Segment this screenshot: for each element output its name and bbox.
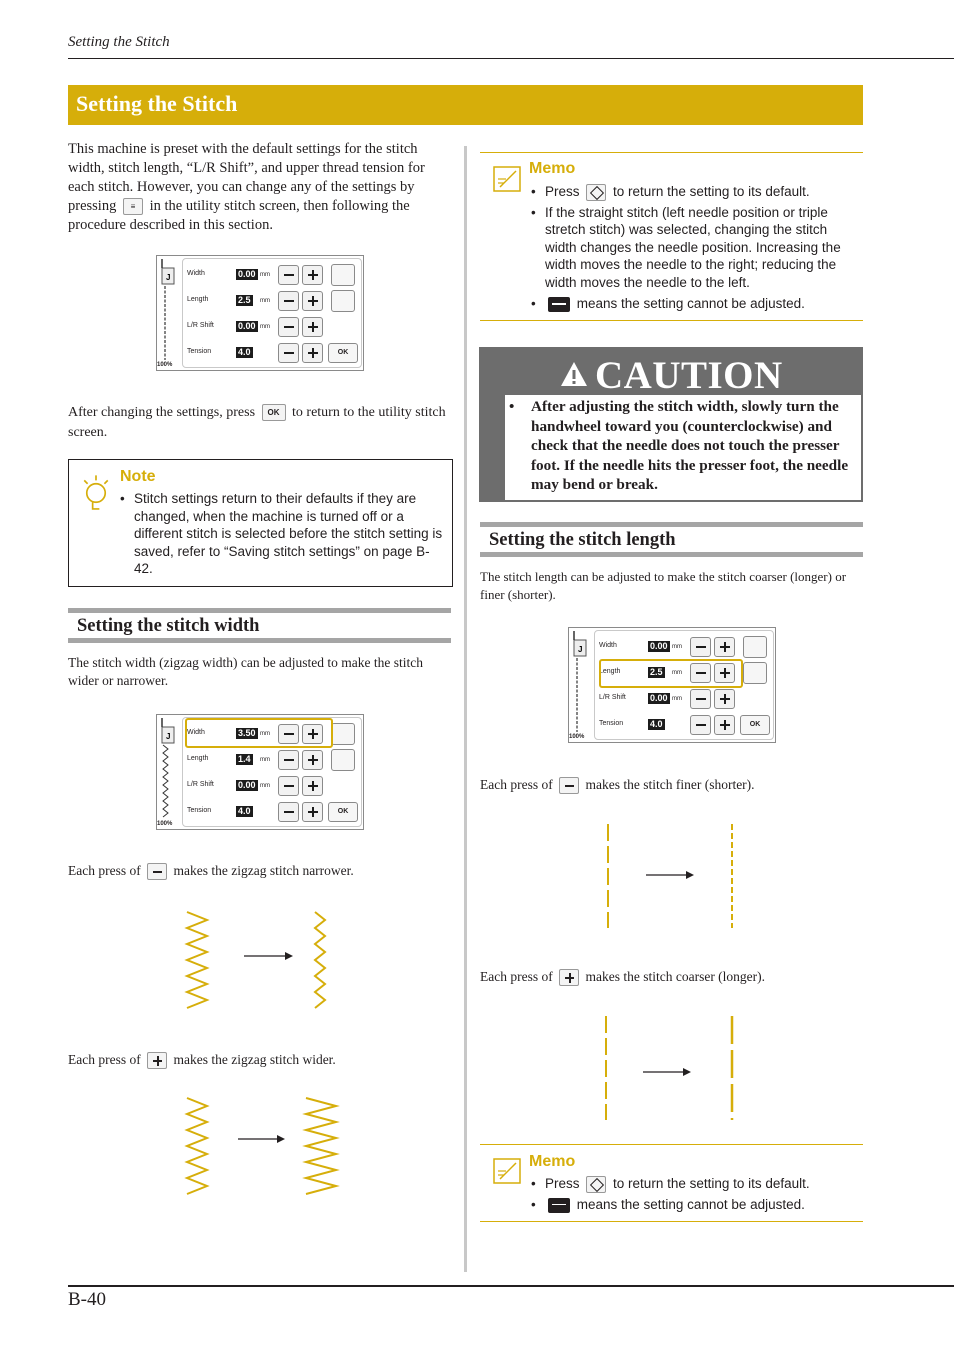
svg-text:J: J xyxy=(578,645,583,654)
tension-plus-button[interactable] xyxy=(714,715,735,735)
intro-text-1: This machine is preset with the default settings for the stitch width, stitch length, “L/R Shift”, and upper thread tension for each stitch. However, you can change any of the settings by pressing xyxy=(68,141,425,214)
page-number: B-40 xyxy=(68,1289,106,1310)
lcd-settings-width xyxy=(156,714,364,830)
mm-unit: mm xyxy=(260,783,270,789)
lr-plus-button[interactable] xyxy=(302,776,323,796)
caution-item: • After adjusting the stitch width, slowly turn the handwheel toward you (counterclockwise) and check that the needle does not touch the presser foot. If the needle hits the presser foot, the needle may bend or break. xyxy=(509,397,861,495)
memo-pencil-icon xyxy=(492,165,524,193)
reset-icon[interactable] xyxy=(331,290,355,312)
presser-foot-icon xyxy=(157,256,177,370)
title-bar xyxy=(68,85,863,125)
length-description: The stitch length can be adjusted to make the stitch coarser (longer) or finer (shorter). xyxy=(480,569,847,602)
width-description: The stitch width (zigzag width) can be adjusted to make the stitch wider or narrower. xyxy=(68,655,424,688)
caption-text: Each press of xyxy=(68,1052,141,1067)
memo-list xyxy=(531,1175,861,1213)
reset-inline-icon xyxy=(586,184,606,201)
memo-text: means the setting cannot be adjusted. xyxy=(576,296,805,312)
stitch-coarser-illustration xyxy=(590,1014,750,1124)
mm-unit: mm xyxy=(260,757,270,763)
mirror-icon[interactable] xyxy=(331,723,355,745)
memo-item xyxy=(531,1175,861,1193)
memo-text: means the setting cannot be adjusted. xyxy=(576,1196,805,1212)
column-divider xyxy=(464,146,467,1272)
width-row-highlight xyxy=(185,718,333,748)
blocked-setting-icon xyxy=(548,1198,570,1213)
note-item: • Stitch settings return to their defaults if they are changed, when the machine is turned off or a different stitch is selected before the stitch setting is saved, refer to “Saving stitch settings” on page B-42. xyxy=(120,490,445,578)
mm-unit: mm xyxy=(260,272,270,278)
tension-value: 4.0 xyxy=(238,806,251,816)
lr-shift-label: L/R Shift xyxy=(187,322,214,329)
plus-inline-icon xyxy=(147,1052,167,1069)
lr-shift-value: 0.00 xyxy=(238,321,256,331)
length-minus-button[interactable] xyxy=(278,750,299,770)
ok-inline-icon: OK xyxy=(262,404,286,421)
lr-shift-label: L/R Shift xyxy=(187,781,214,788)
length-section-heading xyxy=(480,522,863,568)
ok-button[interactable]: OK xyxy=(328,802,358,822)
mirror-icon[interactable] xyxy=(743,636,767,658)
after-text-1: After changing the settings, press xyxy=(68,405,256,420)
memo-heading: Memo xyxy=(529,160,576,177)
length-value: 2.5 xyxy=(650,667,663,677)
top-rule xyxy=(68,58,954,59)
lcd-row-lr-shift xyxy=(183,317,361,337)
caption-text: makes the zigzag stitch narrower. xyxy=(173,863,354,878)
lr-plus-button[interactable] xyxy=(714,689,735,709)
note-box xyxy=(68,459,453,587)
presser-foot-icon xyxy=(157,715,177,829)
note-list xyxy=(120,490,445,578)
length-value: 2.5 xyxy=(238,295,251,305)
percent-label: 100% xyxy=(569,734,585,740)
intro-paragraph xyxy=(68,140,450,235)
lcd-row-lr-shift xyxy=(183,776,361,796)
tension-value: 4.0 xyxy=(238,347,251,357)
memo-list xyxy=(531,183,861,313)
zigzag-narrower-illustration xyxy=(175,908,355,1018)
memo-text: Press xyxy=(545,184,580,199)
lr-plus-button[interactable] xyxy=(302,317,323,337)
length-label: Length xyxy=(187,755,209,762)
svg-text:J: J xyxy=(166,273,171,282)
percent-label: 100% xyxy=(157,362,173,368)
tension-plus-button[interactable] xyxy=(302,343,323,363)
width-value: 0.00 xyxy=(650,641,668,651)
reset-icon[interactable] xyxy=(331,749,355,771)
ok-button[interactable]: OK xyxy=(328,343,358,363)
width-section-heading xyxy=(68,608,451,654)
memo-pencil-icon xyxy=(492,1157,524,1185)
lr-shift-value: 0.00 xyxy=(238,780,256,790)
length-plus-caption xyxy=(480,968,862,986)
memo-text: to return the setting to its default. xyxy=(613,1176,810,1191)
memo-heading: Memo xyxy=(529,1153,576,1170)
tension-label: Tension xyxy=(187,348,212,355)
length-plus-button[interactable] xyxy=(302,750,323,770)
length-minus-caption xyxy=(480,776,862,794)
tension-minus-button[interactable] xyxy=(278,802,299,822)
mm-unit: mm xyxy=(672,670,682,676)
lr-shift-label: L/R Shift xyxy=(599,694,626,701)
lcd-inner-panel xyxy=(182,258,362,368)
length-heading-text: Setting the stitch length xyxy=(489,530,676,550)
memo-item: • If the straight stitch (left needle position or triple stretch stitch) was selected, changing the stitch width changes the needle position. Increasing the width moves the needle to the right; reducing the width moves the needle to the left. xyxy=(531,204,861,292)
caption-text: Each press of xyxy=(480,777,553,792)
memo-item xyxy=(531,1196,861,1214)
length-plus-button[interactable] xyxy=(302,291,323,311)
caption-text: makes the stitch finer (shorter). xyxy=(585,777,755,792)
width-label: Width xyxy=(187,729,205,736)
memo-text: Press xyxy=(545,1176,580,1191)
caution-box xyxy=(479,347,863,502)
caution-header xyxy=(505,349,861,395)
running-head: Setting the Stitch xyxy=(68,34,170,50)
reset-inline-icon xyxy=(586,1176,606,1193)
mirror-icon[interactable] xyxy=(331,264,355,286)
caption-text: makes the zigzag stitch wider. xyxy=(173,1052,336,1067)
memo-item xyxy=(531,183,861,201)
length-minus-button[interactable] xyxy=(278,291,299,311)
ok-button[interactable]: OK xyxy=(740,715,770,735)
length-label: Length xyxy=(187,296,209,303)
reset-icon[interactable] xyxy=(743,662,767,684)
svg-text:J: J xyxy=(166,732,171,741)
lcd-settings-default xyxy=(156,255,364,371)
footer-rule xyxy=(68,1285,954,1287)
lr-shift-value: 0.00 xyxy=(650,693,668,703)
tension-value: 4.0 xyxy=(650,719,663,729)
mm-unit: mm xyxy=(260,298,270,304)
warning-triangle-icon xyxy=(559,360,589,388)
memo-text: to return the setting to its default. xyxy=(613,184,810,199)
length-label: Length xyxy=(599,668,621,675)
mm-unit: mm xyxy=(672,696,682,702)
memo-box-2 xyxy=(480,1144,863,1222)
width-label: Width xyxy=(187,270,205,277)
page-title: Setting the Stitch xyxy=(76,91,238,116)
lr-minus-button[interactable] xyxy=(690,689,711,709)
width-value: 0.00 xyxy=(238,269,256,279)
tension-label: Tension xyxy=(599,720,624,727)
presser-foot-icon xyxy=(569,628,589,742)
minus-inline-icon xyxy=(559,777,579,794)
tension-plus-button[interactable] xyxy=(302,802,323,822)
mm-unit: mm xyxy=(260,324,270,330)
memo-item xyxy=(531,295,861,313)
mm-unit: mm xyxy=(260,731,270,737)
intro-text-2: in the utility stitch screen, then following the procedure described in this section. xyxy=(68,198,410,233)
memo-box-1 xyxy=(480,152,863,321)
width-heading-text: Setting the stitch width xyxy=(77,616,260,636)
lcd-settings-length xyxy=(568,627,776,743)
stitch-settings-icon: ≡ xyxy=(123,198,143,215)
caution-heading: CAUTION xyxy=(595,354,783,397)
tension-minus-button[interactable] xyxy=(690,715,711,735)
lr-minus-button[interactable] xyxy=(278,317,299,337)
width-plus-caption xyxy=(68,1051,450,1069)
mm-unit: mm xyxy=(672,644,682,650)
width-minus-caption xyxy=(68,862,450,880)
width-minus-button[interactable] xyxy=(690,637,711,657)
width-plus-button[interactable] xyxy=(302,265,323,285)
length-value: 1.4 xyxy=(238,754,251,764)
width-value: 3.50 xyxy=(238,728,256,738)
caption-text: Each press of xyxy=(480,969,553,984)
lr-minus-button[interactable] xyxy=(278,776,299,796)
blocked-setting-icon xyxy=(548,297,570,312)
tension-minus-button[interactable] xyxy=(278,343,299,363)
zigzag-wider-illustration xyxy=(175,1094,355,1204)
lightbulb-icon xyxy=(79,472,113,514)
note-heading: Note xyxy=(120,468,156,485)
width-minus-button[interactable] xyxy=(278,265,299,285)
length-row-highlight xyxy=(599,659,743,688)
width-plus-button[interactable] xyxy=(714,637,735,657)
caption-text: makes the stitch coarser (longer). xyxy=(585,969,766,984)
minus-inline-icon xyxy=(147,863,167,880)
lcd-row-lr-shift xyxy=(595,689,773,709)
after-settings-paragraph xyxy=(68,403,450,443)
stitch-finer-illustration xyxy=(590,822,750,932)
caution-body xyxy=(509,397,861,495)
plus-inline-icon xyxy=(559,969,579,986)
percent-label: 100% xyxy=(157,821,173,827)
after-text-2: to return to the utility stitch screen. xyxy=(68,405,446,440)
width-label: Width xyxy=(599,642,617,649)
tension-label: Tension xyxy=(187,807,212,814)
caption-text: Each press of xyxy=(68,863,141,878)
